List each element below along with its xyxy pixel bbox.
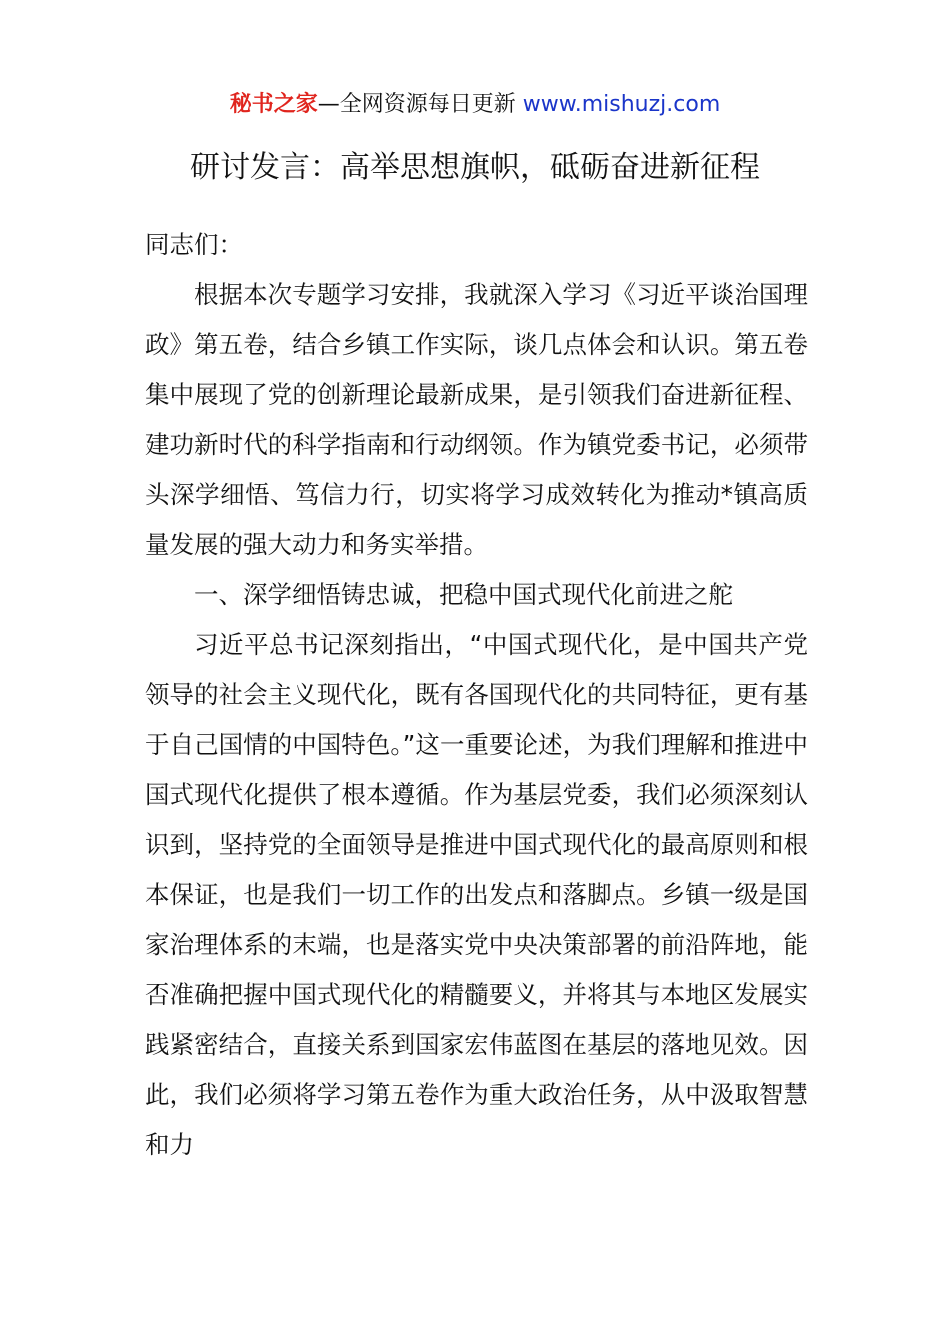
- document-title: 研讨发言：高举思想旗帜，砥砺奋进新征程: [190, 150, 760, 185]
- section-heading-1: 一、深学细悟铸忠诚，把稳中国式现代化前进之舵: [194, 580, 733, 609]
- paragraph-intro: 根据本次专题学习安排，我就深入学习《习近平谈治国理政》第五卷，结合乡镇工作实际，谈几点体会和认识。第五卷集中展现了党的创新理论最新成果，是引领我们奋进新征程、建功新时代的科学指南和行动纲领。作为镇党委书记，必须带头深学细悟、笃信力行，切实将学习成效转化为推动*镇高质量发展的强大动力和务实举措。: [145, 280, 808, 559]
- document-body: [145, 220, 808, 1170]
- site-header: [0, 88, 950, 122]
- header-slogan: —全网资源每日更新: [317, 92, 523, 117]
- brand-name: 秘书之家: [229, 92, 318, 117]
- paragraph-section-1: 习近平总书记深刻指出，“中国式现代化，是中国共产党领导的社会主义现代化，既有各国现代化的共同特征，更有基于自己国情的中国特色。”这一重要论述，为我们理解和推进中国式现代化提供了根本遵循。作为基层党委，我们必须深刻认识到，坚持党的全面领导是推进中国式现代化的最高原则和根本保证，也是我们一切工作的出发点和落脚点。乡镇一级是国家治理体系的末端，也是落实党中央决策部署的前沿阵地，能否准确把握中国式现代化的精髓要义，并将其与本地区发展实践紧密结合，直接关系到国家宏伟蓝图在基层的落地见效。因此，我们必须将学习第五卷作为重大政治任务，从中汲取智慧和力: [145, 630, 808, 1159]
- salutation: 同志们：: [145, 230, 243, 259]
- site-url-link[interactable]: www.mishuzj.com: [522, 92, 721, 117]
